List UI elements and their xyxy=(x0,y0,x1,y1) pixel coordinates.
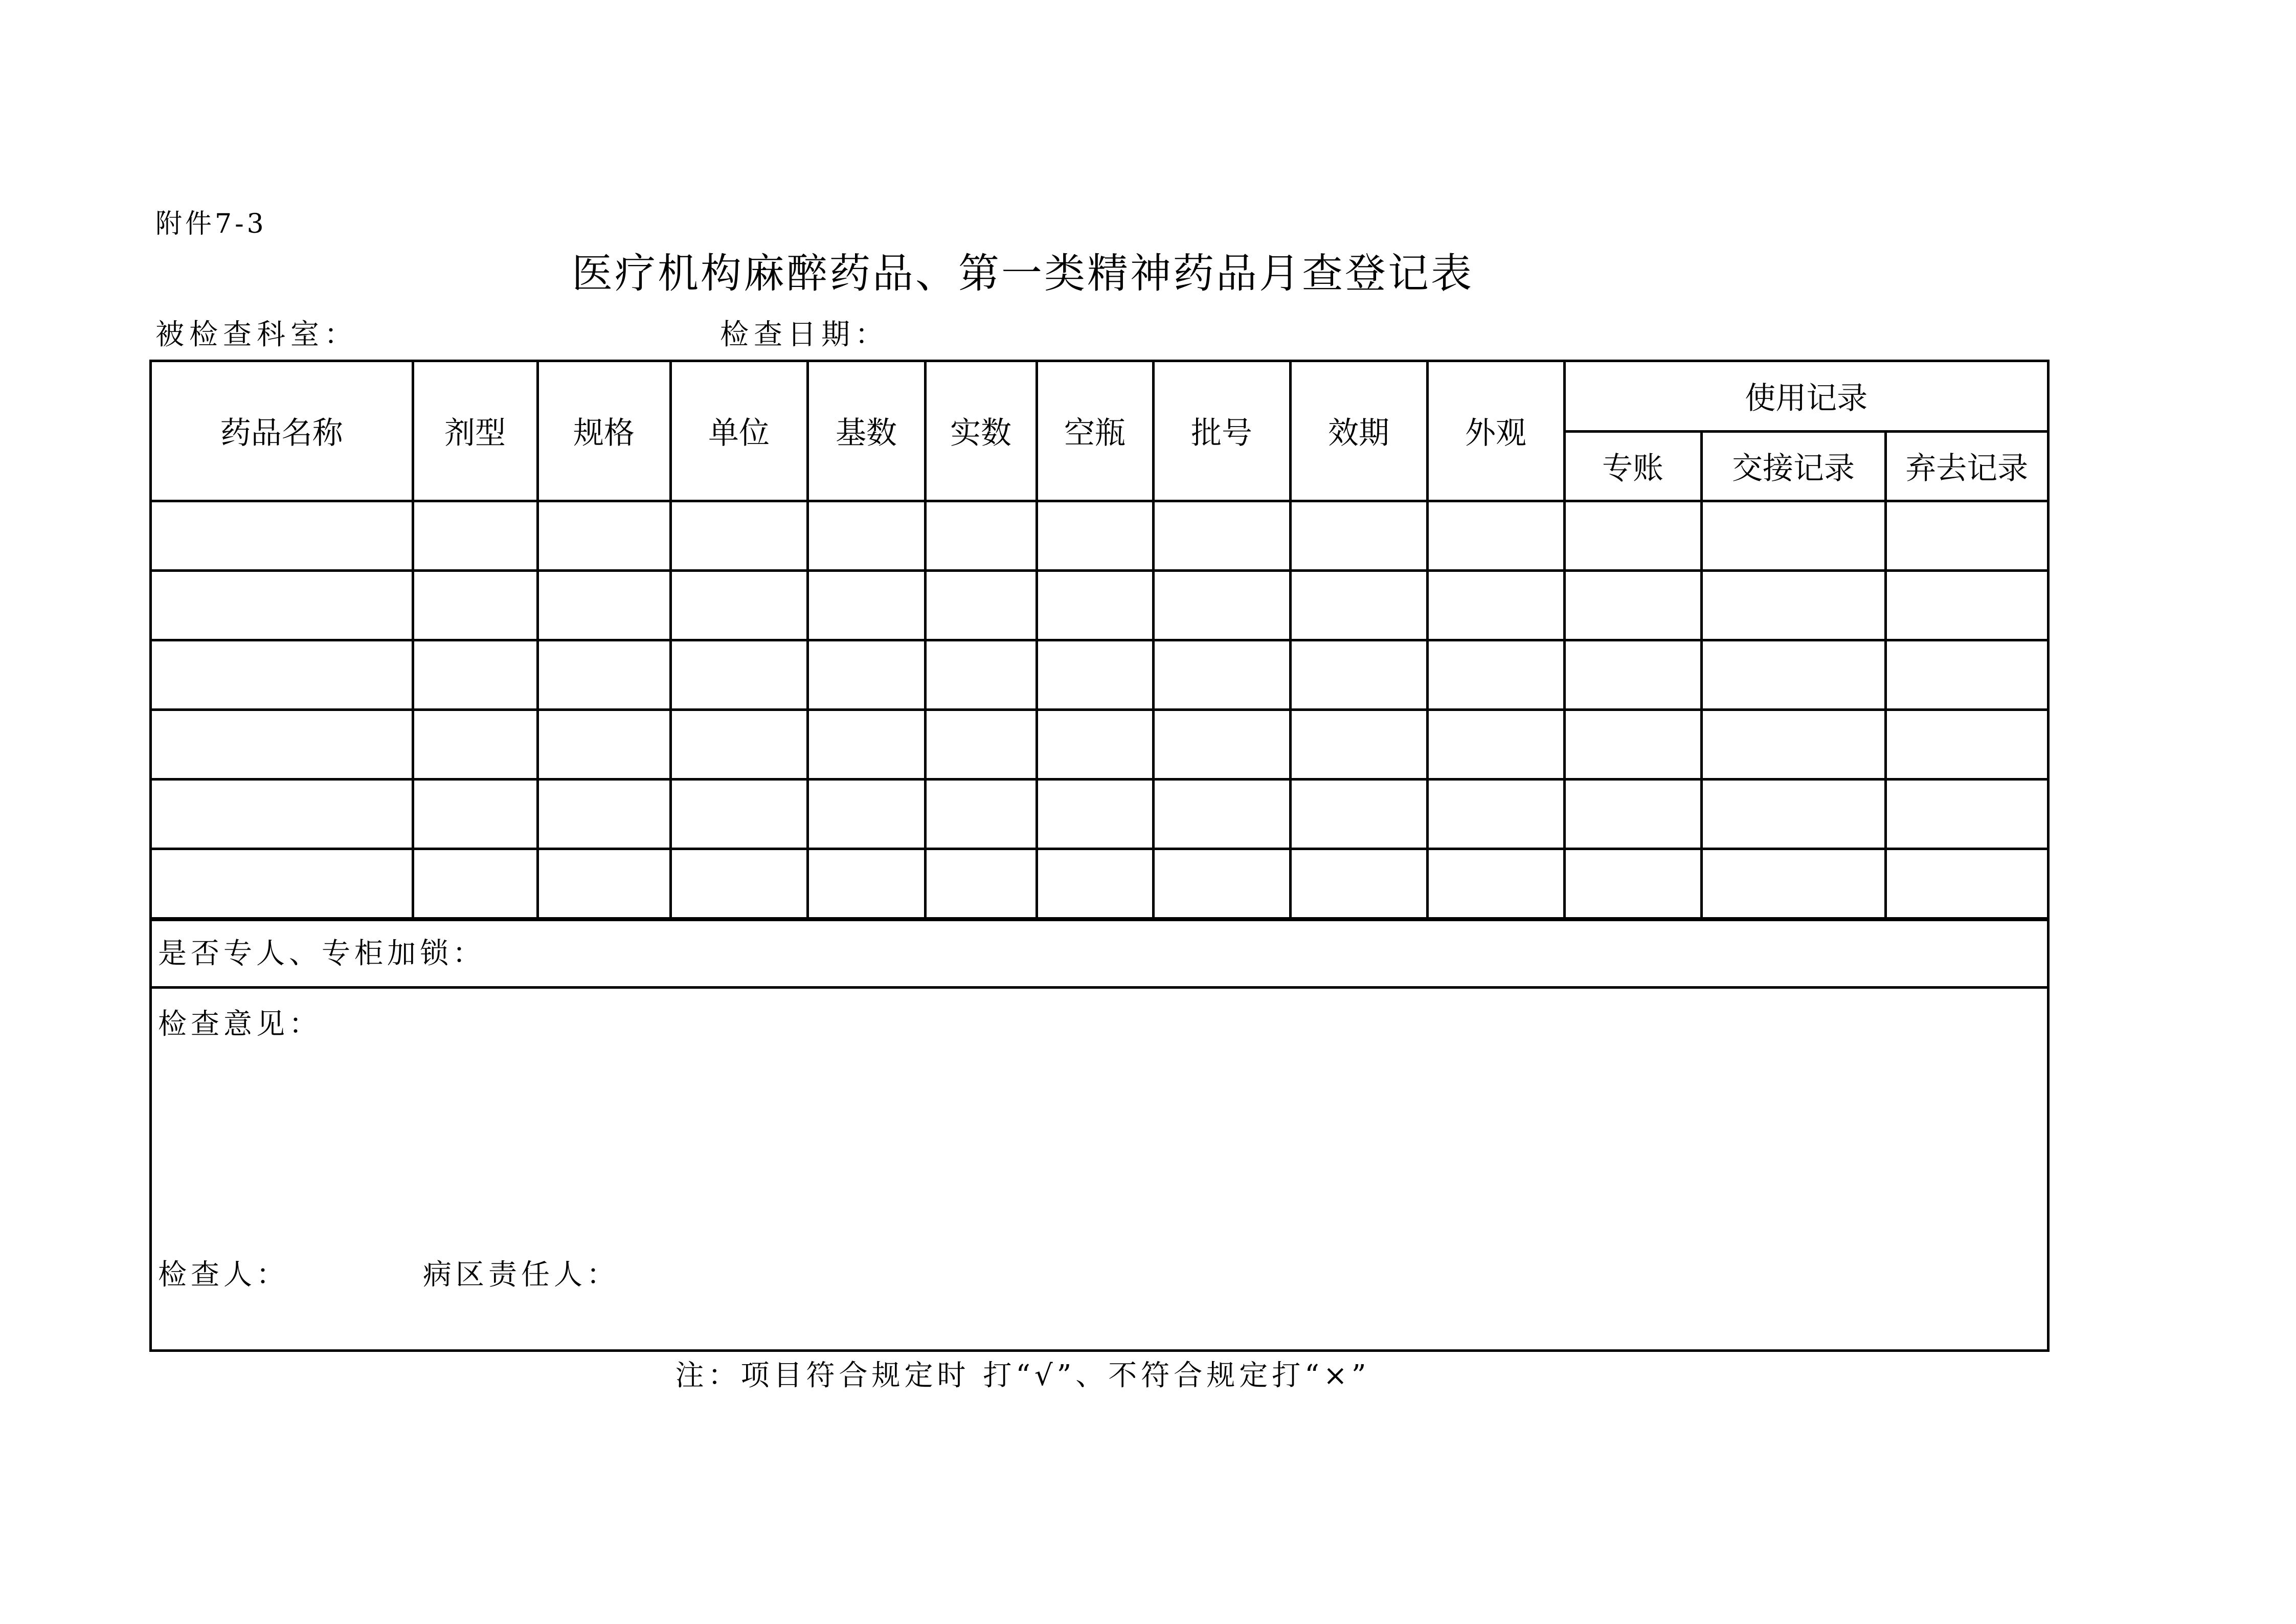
table-cell[interactable] xyxy=(1427,709,1564,779)
table-cell[interactable] xyxy=(1427,501,1564,570)
table-cell[interactable] xyxy=(413,570,537,640)
table-cell[interactable] xyxy=(413,849,537,918)
table-cell[interactable] xyxy=(152,779,413,849)
table-cell[interactable] xyxy=(1701,501,1885,570)
table-row xyxy=(152,640,2047,709)
table-cell[interactable] xyxy=(1037,779,1153,849)
table-cell[interactable] xyxy=(1153,849,1290,918)
table-cell[interactable] xyxy=(1701,779,1885,849)
table-cell[interactable] xyxy=(807,849,925,918)
table-cell[interactable] xyxy=(537,501,670,570)
column-header: 规格 xyxy=(537,362,670,501)
usage-column-header: 弃去记录 xyxy=(1885,431,2047,501)
table-cell[interactable] xyxy=(152,640,413,709)
table-cell[interactable] xyxy=(925,849,1037,918)
table-cell[interactable] xyxy=(1885,779,2047,849)
department-label: 被检查科室： xyxy=(155,318,358,351)
usage-record-group-header: 使用记录 xyxy=(1564,362,2047,431)
table-cell[interactable] xyxy=(1564,501,1701,570)
column-header: 效期 xyxy=(1290,362,1427,501)
table-cell[interactable] xyxy=(537,709,670,779)
column-header: 药品名称 xyxy=(152,362,413,501)
table-cell[interactable] xyxy=(413,501,537,570)
table-cell[interactable] xyxy=(1153,779,1290,849)
table-cell[interactable] xyxy=(537,849,670,918)
footnote: 注：项目符合规定时 打“√”、不符合规定打“×” xyxy=(675,1359,1370,1392)
inspection-form xyxy=(149,360,2050,1352)
table-cell[interactable] xyxy=(1701,709,1885,779)
table-cell[interactable] xyxy=(1290,849,1427,918)
table-cell[interactable] xyxy=(1885,709,2047,779)
table-cell[interactable] xyxy=(925,779,1037,849)
table-row xyxy=(152,709,2047,779)
table-cell[interactable] xyxy=(1290,570,1427,640)
table-cell[interactable] xyxy=(1885,640,2047,709)
form-title: 医疗机构麻醉药品、第一类精神药品月查登记表 xyxy=(572,250,1474,297)
table-cell[interactable] xyxy=(537,570,670,640)
table-cell[interactable] xyxy=(1290,709,1427,779)
table-cell[interactable] xyxy=(925,709,1037,779)
table-cell[interactable] xyxy=(1564,570,1701,640)
table-cell[interactable] xyxy=(807,640,925,709)
table-cell[interactable] xyxy=(670,709,807,779)
table-cell[interactable] xyxy=(1037,640,1153,709)
table-cell[interactable] xyxy=(413,779,537,849)
table-cell[interactable] xyxy=(670,570,807,640)
table-row xyxy=(152,570,2047,640)
table-cell[interactable] xyxy=(1701,849,1885,918)
inspector-label: 检查人： xyxy=(158,1258,289,1292)
table-cell[interactable] xyxy=(1885,501,2047,570)
table-cell[interactable] xyxy=(807,779,925,849)
table-cell[interactable] xyxy=(1427,849,1564,918)
table-cell[interactable] xyxy=(1427,640,1564,709)
table-cell[interactable] xyxy=(1153,501,1290,570)
lock-check-label: 是否专人、专柜加锁： xyxy=(158,937,485,970)
table-cell[interactable] xyxy=(152,570,413,640)
column-header: 实数 xyxy=(925,362,1037,501)
table-cell[interactable] xyxy=(925,570,1037,640)
table-cell[interactable] xyxy=(537,640,670,709)
table-cell[interactable] xyxy=(807,709,925,779)
table-cell[interactable] xyxy=(925,640,1037,709)
table-cell[interactable] xyxy=(1290,501,1427,570)
attachment-number: 附件7-3 xyxy=(155,209,267,239)
drug-table xyxy=(152,362,2047,920)
table-cell[interactable] xyxy=(1564,640,1701,709)
table-cell[interactable] xyxy=(152,501,413,570)
column-header: 单位 xyxy=(670,362,807,501)
table-cell[interactable] xyxy=(1290,640,1427,709)
table-cell[interactable] xyxy=(670,501,807,570)
table-cell[interactable] xyxy=(925,501,1037,570)
table-cell[interactable] xyxy=(1037,849,1153,918)
table-cell[interactable] xyxy=(1290,779,1427,849)
inspection-opinion-label: 检查意见： xyxy=(158,1008,322,1041)
column-header: 外观 xyxy=(1427,362,1564,501)
table-cell[interactable] xyxy=(1885,849,2047,918)
usage-column-header: 专账 xyxy=(1564,431,1701,501)
table-cell[interactable] xyxy=(1153,570,1290,640)
table-cell[interactable] xyxy=(1564,779,1701,849)
table-row xyxy=(152,849,2047,918)
table-cell[interactable] xyxy=(1153,709,1290,779)
table-cell[interactable] xyxy=(1037,709,1153,779)
usage-column-header: 交接记录 xyxy=(1701,431,1885,501)
table-cell[interactable] xyxy=(1427,779,1564,849)
table-cell[interactable] xyxy=(807,501,925,570)
table-cell[interactable] xyxy=(413,640,537,709)
table-cell[interactable] xyxy=(807,570,925,640)
table-cell[interactable] xyxy=(670,849,807,918)
table-cell[interactable] xyxy=(1427,570,1564,640)
table-cell[interactable] xyxy=(152,709,413,779)
lock-check-row xyxy=(152,919,2047,989)
column-header: 基数 xyxy=(807,362,925,501)
table-cell[interactable] xyxy=(413,709,537,779)
column-header: 空瓶 xyxy=(1037,362,1153,501)
column-header: 批号 xyxy=(1153,362,1290,501)
header-row xyxy=(152,362,2047,431)
ward-responsible-label: 病区责任人： xyxy=(423,1258,619,1292)
table-cell[interactable] xyxy=(670,640,807,709)
table-row xyxy=(152,501,2047,570)
table-cell[interactable] xyxy=(152,849,413,918)
table-cell[interactable] xyxy=(670,779,807,849)
table-body xyxy=(152,501,2047,918)
table-cell[interactable] xyxy=(1701,640,1885,709)
column-header: 剂型 xyxy=(413,362,537,501)
table-cell[interactable] xyxy=(1153,640,1290,709)
table-cell[interactable] xyxy=(537,779,670,849)
table-cell[interactable] xyxy=(1564,709,1701,779)
table-cell[interactable] xyxy=(1037,501,1153,570)
table-row xyxy=(152,779,2047,849)
table-cell[interactable] xyxy=(1885,570,2047,640)
table-cell[interactable] xyxy=(1564,849,1701,918)
table-cell[interactable] xyxy=(1037,570,1153,640)
table-cell[interactable] xyxy=(1701,570,1885,640)
inspection-date-label: 检查日期： xyxy=(720,318,889,351)
